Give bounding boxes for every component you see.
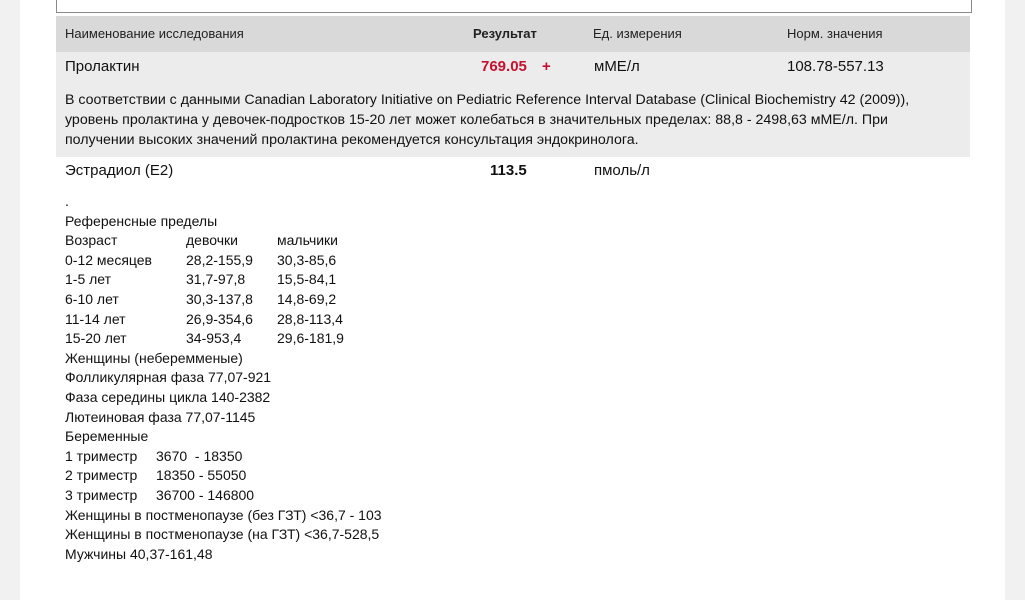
phase-range: Лютеиновая фаза 77,07-1145 — [65, 408, 256, 425]
age-row — [65, 251, 382, 271]
age-range: 15-20 лет — [65, 330, 127, 347]
test-result: 113.5 — [490, 162, 527, 179]
trimester-range: 3670 - 18350 — [156, 447, 243, 464]
boys-column-label: мальчики — [277, 232, 338, 249]
age-row — [65, 329, 382, 349]
test-unit: мМЕ/л — [594, 58, 640, 75]
previous-note-box — [56, 0, 972, 13]
trimester-row — [65, 466, 382, 486]
header-unit: Ед. измерения — [593, 26, 682, 41]
girls-range: 31,7-97,8 — [186, 271, 246, 288]
phase-range: Фолликулярная фаза 77,07-921 — [65, 369, 272, 386]
phase-range: Фаза середины цикла 140-2382 — [65, 388, 271, 405]
trimester-row — [65, 447, 382, 467]
pregnant-title: Беременные — [65, 428, 149, 445]
separator-dot: . — [65, 193, 69, 209]
postmenopause-hrt: Женщины в постменопаузе (на ГЗТ) <36,7-528,5 — [65, 526, 380, 543]
test-norm: 108.78-557.13 — [787, 58, 884, 75]
test-name: Эстрадиол (Е2) — [65, 162, 174, 179]
trimester-range: 18350 - 55050 — [156, 467, 247, 484]
test-comment: В соответствии с данными Canadian Laboratory Initiative on Pediatric Reference Interval Database (Clinical Biochemistry 42 (2009)), уровень пролактина у девочек-подростков 15-20 лет может колебаться в значительных пределах: 88,8 - 2498,63 мМЕ/л. При получении высоких значений пролактина рекомендуется консультация эндокринолога. — [65, 92, 910, 148]
boys-range: 15,5-84,1 — [277, 271, 337, 288]
men-range: Мужчины 40,37-161,48 — [65, 545, 213, 562]
boys-range: 14,8-69,2 — [277, 290, 337, 307]
header-norm: Норм. значения — [787, 26, 883, 41]
header-name: Наименование исследования — [65, 26, 244, 41]
girls-range: 30,3-137,8 — [186, 290, 253, 307]
girls-column-label: девочки — [186, 232, 238, 249]
trimester-label: 2 триместр — [65, 467, 138, 484]
table-row-prolactin — [56, 52, 970, 157]
reference-ranges — [65, 192, 382, 564]
trimester-label: 1 триместр — [65, 447, 138, 464]
high-flag: + — [542, 58, 551, 75]
trimester-row — [65, 486, 382, 506]
age-row — [65, 270, 382, 290]
trimester-label: 3 триместр — [65, 486, 138, 503]
age-column-label: Возраст — [65, 232, 118, 249]
boys-range: 28,8-113,4 — [277, 310, 343, 327]
age-range: 11-14 лет — [65, 310, 126, 327]
age-row — [65, 310, 382, 330]
test-result: 769.05 — [481, 58, 527, 75]
girls-range: 26,9-354,6 — [186, 310, 253, 327]
reference-title: Референсные пределы — [65, 212, 218, 229]
age-range: 6-10 лет — [65, 290, 119, 307]
boys-range: 30,3-85,6 — [277, 251, 337, 268]
test-unit: пмоль/л — [594, 162, 650, 179]
age-table-header — [65, 231, 382, 251]
girls-range: 34-953,4 — [186, 330, 242, 347]
girls-range: 28,2-155,9 — [186, 251, 253, 268]
age-row — [65, 290, 382, 310]
results-table-header — [56, 16, 970, 52]
trimester-range: 36700 - 146800 — [156, 486, 255, 503]
table-row-estradiol — [56, 157, 970, 187]
test-name: Пролактин — [65, 58, 140, 75]
boys-range: 29,6-181,9 — [277, 330, 344, 347]
age-range: 1-5 лет — [65, 271, 112, 288]
women-title: Женщины (неберемменые) — [65, 349, 243, 366]
header-result: Результат — [473, 26, 537, 41]
postmenopause-no-hrt: Женщины в постменопаузе (без ГЗТ) <36,7 - 103 — [65, 506, 382, 523]
age-range: 0-12 месяцев — [65, 251, 152, 268]
